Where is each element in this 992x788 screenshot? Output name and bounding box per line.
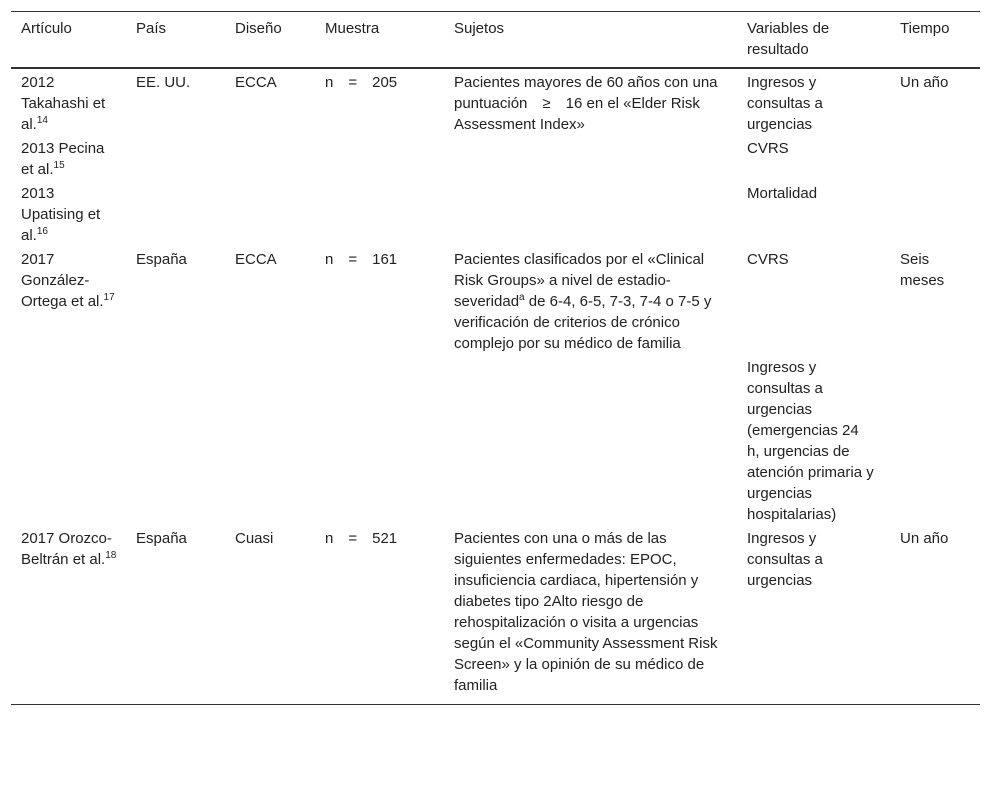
reference-number: 16 xyxy=(36,226,48,237)
table-row xyxy=(11,181,980,247)
reference-number: 18 xyxy=(105,550,117,561)
header-variables: Variables de resultado xyxy=(747,20,830,58)
cell-variables: CVRS xyxy=(747,251,789,268)
cell-variables: Ingresos y consultas a urgencias xyxy=(747,530,823,589)
cell-pais xyxy=(126,136,225,181)
reference-number: 17 xyxy=(103,292,115,303)
header-sujetos: Sujetos xyxy=(454,20,505,37)
cell-sujetos xyxy=(444,136,737,181)
cell-tiempo xyxy=(890,136,980,181)
cell-diseno: ECCA xyxy=(235,74,277,91)
cell-variables: Mortalidad xyxy=(747,185,818,202)
header-diseno: Diseño xyxy=(235,20,282,37)
cell-sujetos: Pacientes con una o más de las siguientes enfermedades: EPOC, insuficiencia cardiaca, hipertensión y diabetes tipo 2Alto riesgo de rehospitalización o visita a urgencias según el «Community Assessment Risk Screen» y la opinión de su médico de familia xyxy=(454,530,718,694)
sujetos-text: Pacientes clasificados por el «Clinical Risk Groups» a nivel de estadio-severidad xyxy=(454,251,705,310)
cell-variables: Ingresos y consultas a urgencias xyxy=(747,74,823,133)
footnote-marker: a xyxy=(519,292,525,303)
cell-articulo xyxy=(11,247,126,355)
reference-number: 15 xyxy=(53,160,65,171)
cell-pais: EE. UU. xyxy=(136,74,191,91)
cell-muestra: n = 161 xyxy=(325,251,398,268)
cell-sujetos xyxy=(444,355,737,526)
cell-tiempo: Un año xyxy=(900,530,949,547)
articulo-text: 2017 Orozco-Beltrán et al. xyxy=(21,530,112,568)
header-tiempo: Tiempo xyxy=(900,20,950,37)
cell-sujetos xyxy=(444,247,737,355)
table-row xyxy=(11,68,980,136)
reference-number: 14 xyxy=(36,115,48,126)
study-table-container xyxy=(11,11,980,705)
cell-diseno: ECCA xyxy=(235,251,277,268)
articulo-text: 2013 Pecina et al. xyxy=(21,140,105,178)
cell-articulo xyxy=(11,526,126,705)
cell-diseno xyxy=(225,355,315,526)
cell-diseno xyxy=(225,136,315,181)
cell-sujetos: Pacientes mayores de 60 años con una puntuación ≥ 16 en el «Elder Risk Assessment Index» xyxy=(454,74,718,133)
table-row xyxy=(11,355,980,526)
cell-pais: España xyxy=(136,251,187,268)
cell-muestra: n = 521 xyxy=(325,530,398,547)
cell-diseno xyxy=(225,181,315,247)
cell-articulo xyxy=(11,355,126,526)
cell-muestra xyxy=(315,355,444,526)
cell-variables: Ingresos y consultas a urgencias (emergencias 24 h, urgencias de atención primaria y urgencias hospitalarias) xyxy=(747,359,874,523)
cell-muestra xyxy=(315,136,444,181)
cell-tiempo: Un año xyxy=(900,74,949,91)
cell-pais xyxy=(126,181,225,247)
header-pais: País xyxy=(136,20,167,37)
header-articulo: Artículo xyxy=(21,20,72,37)
cell-pais: España xyxy=(136,530,187,547)
table-row xyxy=(11,247,980,355)
header-row xyxy=(11,12,980,69)
table-body xyxy=(11,68,980,705)
articulo-text: 2017 González-Ortega et al. xyxy=(21,251,104,310)
cell-muestra xyxy=(315,181,444,247)
cell-articulo xyxy=(11,136,126,181)
cell-variables: CVRS xyxy=(747,140,789,157)
articulo-text: 2012 Takahashi et al. xyxy=(21,74,106,133)
cell-articulo xyxy=(11,68,126,136)
study-table xyxy=(11,11,980,705)
articulo-text: 2013 Upatising et al. xyxy=(21,185,101,244)
cell-sujetos xyxy=(444,181,737,247)
sujetos-text-continued: de 6-4, 6-5, 7-3, 7-4 o 7-5 y verificación de criterios de crónico complejo por su médico de familia xyxy=(454,293,712,352)
table-row xyxy=(11,526,980,705)
cell-tiempo xyxy=(890,181,980,247)
cell-tiempo: Seis meses xyxy=(900,251,945,289)
header-muestra: Muestra xyxy=(325,20,380,37)
table-row xyxy=(11,136,980,181)
cell-tiempo xyxy=(890,355,980,526)
cell-articulo xyxy=(11,181,126,247)
cell-pais xyxy=(126,355,225,526)
table-header xyxy=(11,12,980,69)
cell-diseno: Cuasi xyxy=(235,530,274,547)
cell-muestra: n = 205 xyxy=(325,74,398,91)
